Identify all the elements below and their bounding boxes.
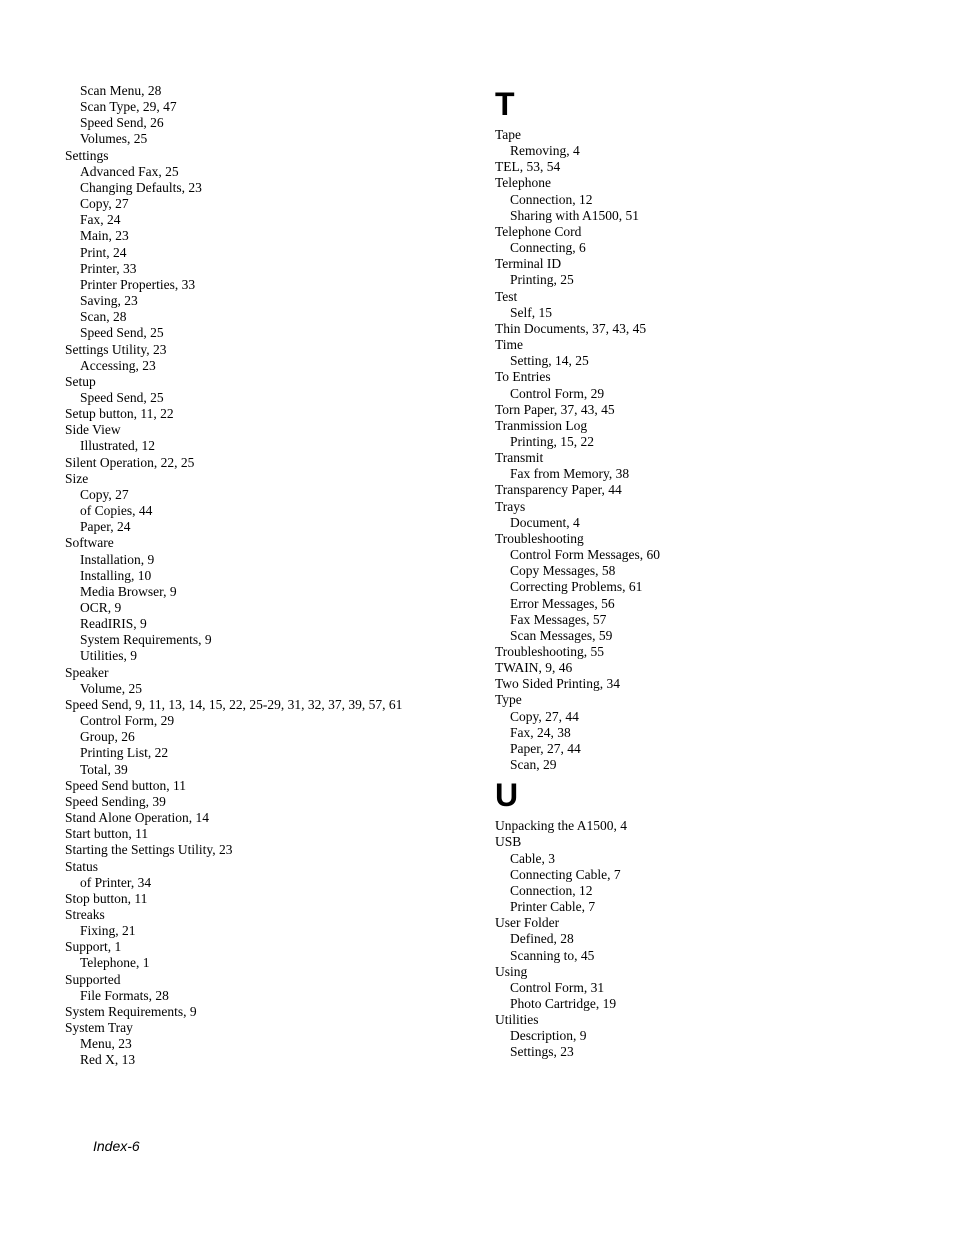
index-entry: Support, 1 xyxy=(65,939,122,955)
index-entry: Tape xyxy=(495,127,522,142)
index-subentry: Total, 39 xyxy=(80,761,128,777)
index-entry: System Requirements, 9 xyxy=(65,1003,197,1019)
index-entry: System Tray xyxy=(65,1020,133,1036)
index-entry: Software xyxy=(65,535,114,551)
index-entry: Unpacking the A1500, 4 xyxy=(495,818,627,834)
section-letter: U xyxy=(495,777,519,814)
index-subentry: Fax Messages, 57 xyxy=(510,611,607,627)
index-entry: Speed Sending, 39 xyxy=(65,793,166,809)
index-entry: Side View xyxy=(65,422,121,438)
index-subentry: Paper, 27, 44 xyxy=(510,740,581,756)
index-subentry: of Copies, 44 xyxy=(80,503,153,519)
index-subentry: Paper, 24 xyxy=(80,519,131,535)
index-entry: Two Sided Printing, 34 xyxy=(495,676,621,692)
index-subentry: Red X, 13 xyxy=(80,1052,136,1068)
index-subentry: Media Browser, 9 xyxy=(80,583,177,599)
index-subentry: Speed Send, 25 xyxy=(80,325,164,341)
index-subentry: Connecting, 6 xyxy=(510,240,586,256)
index-subentry: Group, 26 xyxy=(80,729,135,745)
index-entry: Using xyxy=(495,963,528,979)
index-subentry: Defined, 28 xyxy=(510,931,574,947)
index-subentry: Telephone, 1 xyxy=(80,955,150,971)
index-subentry: Printing, 25 xyxy=(510,272,574,288)
index-subentry: Print, 24 xyxy=(80,244,127,260)
index-subentry: Saving, 23 xyxy=(80,293,138,309)
index-entry: Troubleshooting xyxy=(495,530,584,546)
index-subentry: Document, 4 xyxy=(510,514,580,530)
index-subentry: Control Form, 31 xyxy=(510,979,605,995)
index-entry: Trays xyxy=(495,498,526,514)
index-subentry: ReadIRIS, 9 xyxy=(80,616,147,632)
index-entry: Type xyxy=(495,692,522,708)
index-entry: TWAIN, 9, 46 xyxy=(495,660,573,676)
index-subentry: Speed Send, 25 xyxy=(80,389,164,405)
index-entry: To Entries xyxy=(495,369,551,385)
index-subentry: Scan, 28 xyxy=(80,309,127,325)
index-entry: Utilities xyxy=(495,1012,539,1028)
index-entry: Transparency Paper, 44 xyxy=(495,482,622,498)
index-subentry: Error Messages, 56 xyxy=(510,595,615,611)
index-subentry: Connecting Cable, 7 xyxy=(510,866,621,882)
index-subentry: System Requirements, 9 xyxy=(80,632,212,648)
index-subentry: Correcting Problems, 61 xyxy=(510,579,643,595)
index-entry: Setup xyxy=(65,373,96,389)
index-subentry: Control Form, 29 xyxy=(80,713,175,729)
index-entry: Silent Operation, 22, 25 xyxy=(65,454,195,470)
index-entry: Telephone Cord xyxy=(495,223,582,239)
index-subentry: Removing, 4 xyxy=(510,143,580,159)
index-entry: Test xyxy=(495,288,518,304)
index-subentry: Menu, 23 xyxy=(80,1036,132,1052)
index-entry: Telephone xyxy=(495,175,552,191)
index-entry: Start button, 11 xyxy=(65,826,149,842)
index-entry: Transmit xyxy=(495,450,544,466)
index-subentry: Utilities, 9 xyxy=(80,648,137,664)
index-entry: Setup button, 11, 22 xyxy=(65,406,174,422)
index-entry: Tranmission Log xyxy=(495,417,588,433)
index-entry: Settings Utility, 23 xyxy=(65,341,167,357)
page-footer-label: Index-6 xyxy=(93,1138,140,1154)
index-entry: Speaker xyxy=(65,664,109,680)
index-subentry: Control Form, 29 xyxy=(510,385,605,401)
index-subentry: Fax from Memory, 38 xyxy=(510,466,630,482)
index-subentry: File Formats, 28 xyxy=(80,987,169,1003)
index-subentry: Illustrated, 12 xyxy=(80,438,155,454)
index-subentry: Sharing with A1500, 51 xyxy=(510,207,640,223)
index-subentry: Scan Messages, 59 xyxy=(510,627,613,643)
index-subentry: Description, 9 xyxy=(510,1028,587,1044)
index-subentry: Connection, 12 xyxy=(510,882,593,898)
index-subentry: Scanning to, 45 xyxy=(510,947,595,963)
section-letter: T xyxy=(495,86,515,122)
index-entry: TEL, 53, 54 xyxy=(495,159,561,175)
index-subentry: Installation, 9 xyxy=(80,551,155,567)
index-entry: Settings xyxy=(65,147,109,163)
index-subentry: Settings, 23 xyxy=(510,1044,574,1060)
index-subentry: of Printer, 34 xyxy=(80,874,152,890)
index-entry: Terminal ID xyxy=(495,256,562,272)
index-subentry: Volumes, 25 xyxy=(80,131,148,147)
index-subentry: Changing Defaults, 23 xyxy=(80,179,202,195)
index-subentry: Installing, 10 xyxy=(80,567,152,583)
index-subentry: Advanced Fax, 25 xyxy=(80,163,179,179)
index-entry: User Folder xyxy=(495,915,560,931)
index-subentry: Self, 15 xyxy=(510,304,552,320)
index-subentry: Printer Properties, 33 xyxy=(80,276,196,292)
index-subentry: Fax, 24, 38 xyxy=(510,724,571,740)
index-entry: Supported xyxy=(65,971,121,987)
index-entry: Size xyxy=(65,470,89,486)
index-column-left xyxy=(65,83,465,1069)
index-entry: Torn Paper, 37, 43, 45 xyxy=(495,401,615,417)
index-subentry: Setting, 14, 25 xyxy=(510,353,589,369)
index-entry: Speed Send button, 11 xyxy=(65,777,186,793)
index-subentry: Copy, 27 xyxy=(80,196,129,212)
index-subentry: Main, 23 xyxy=(80,228,129,244)
index-subentry: Fax, 24 xyxy=(80,212,121,228)
index-subentry: Connection, 12 xyxy=(510,191,593,207)
index-subentry: Cable, 3 xyxy=(510,850,555,866)
index-subentry: Scan Type, 29, 47 xyxy=(80,99,177,115)
index-entry: Troubleshooting, 55 xyxy=(495,644,605,659)
index-subentry: Printer Cable, 7 xyxy=(510,899,596,915)
index-subentry: Control Form Messages, 60 xyxy=(510,547,660,563)
index-column-right xyxy=(495,83,915,1061)
index-subentry: Copy Messages, 58 xyxy=(510,563,616,579)
index-subentry: Fixing, 21 xyxy=(80,923,136,939)
index-entry: Streaks xyxy=(65,906,105,922)
index-entry: Stop button, 11 xyxy=(65,890,148,906)
index-subentry: Copy, 27 xyxy=(80,486,129,502)
index-entry: Status xyxy=(65,858,99,874)
index-entry: Thin Documents, 37, 43, 45 xyxy=(495,320,647,336)
index-entry: USB xyxy=(495,834,522,850)
index-subentry: Photo Cartridge, 19 xyxy=(510,995,617,1011)
index-entry: Time xyxy=(495,337,524,353)
index-subentry: Printer, 33 xyxy=(80,260,137,276)
index-subentry: Scan, 29 xyxy=(510,757,557,773)
index-entry: Starting the Settings Utility, 23 xyxy=(65,842,233,858)
index-subentry: Copy, 27, 44 xyxy=(510,708,579,724)
index-subentry: Speed Send, 26 xyxy=(80,115,164,131)
index-subentry: Accessing, 23 xyxy=(80,357,156,373)
index-subentry: Scan Menu, 28 xyxy=(80,83,162,98)
index-subentry: Printing List, 22 xyxy=(80,745,169,761)
index-subentry: Volume, 25 xyxy=(80,680,143,696)
index-subentry: OCR, 9 xyxy=(80,600,122,615)
index-subentry: Printing, 15, 22 xyxy=(510,433,595,449)
index-entry: Speed Send, 9, 11, 13, 14, 15, 22, 25-29, 31, 32, 37, 39, 57, 61 xyxy=(65,696,403,712)
index-entry: Stand Alone Operation, 14 xyxy=(65,810,209,826)
